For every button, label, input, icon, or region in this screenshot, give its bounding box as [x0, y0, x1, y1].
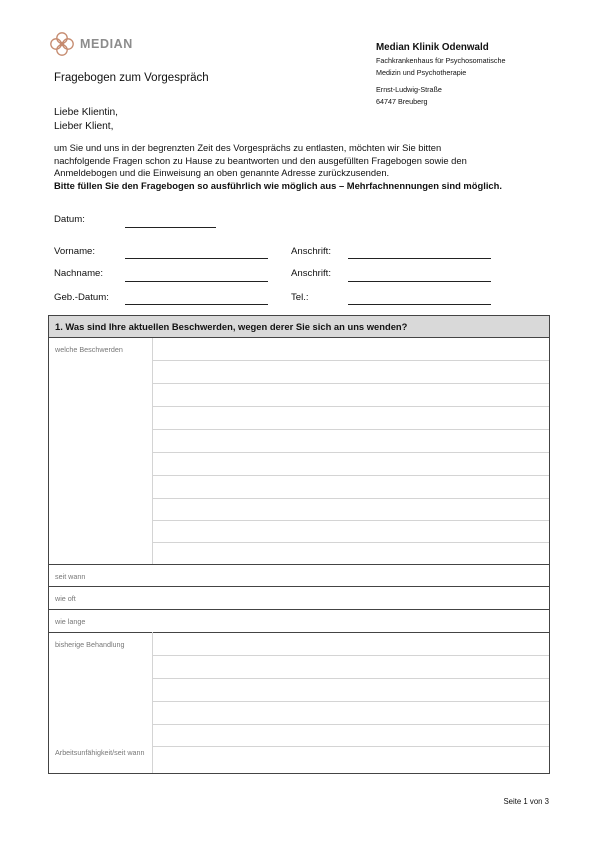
- clinic-postal-address: [376, 84, 566, 108]
- complaints-writing-line[interactable]: [152, 498, 549, 499]
- row-separator: [49, 632, 549, 633]
- question-1-table: [48, 315, 550, 774]
- greeting: [54, 106, 118, 134]
- treatment-writing-line[interactable]: [152, 655, 549, 656]
- address-label-1: Anschrift:: [291, 246, 331, 257]
- greeting-line1: Liebe Klientin,: [54, 107, 119, 118]
- last-name-field[interactable]: [125, 281, 268, 282]
- complaints-label: welche Beschwerden: [55, 345, 123, 354]
- complaints-writing-line[interactable]: [152, 429, 549, 430]
- since-when-label: seit wann: [55, 572, 86, 581]
- complaints-writing-line[interactable]: [152, 360, 549, 361]
- clinic-name: Median Klinik Odenwald: [376, 42, 489, 53]
- birth-date-field[interactable]: [125, 304, 268, 305]
- treatment-writing-line[interactable]: [152, 724, 549, 725]
- treatment-writing-line[interactable]: [152, 746, 549, 747]
- clinic-city: 64747 Breuberg: [376, 97, 428, 106]
- complaints-writing-line[interactable]: [152, 452, 549, 453]
- how-often-label: wie oft: [55, 594, 76, 603]
- complaints-writing-line[interactable]: [152, 383, 549, 384]
- phone-label: Tel.:: [291, 292, 309, 303]
- phone-field[interactable]: [348, 304, 491, 305]
- row-separator: [49, 609, 549, 610]
- intro-instruction: Bitte füllen Sie den Fragebogen so ausführlich wie möglich aus – Mehrfachnennungen sind möglich.: [54, 180, 502, 192]
- treatment-writing-line[interactable]: [152, 701, 549, 702]
- date-field[interactable]: [125, 227, 216, 228]
- row-separator: [49, 564, 549, 565]
- complaints-writing-line[interactable]: [152, 475, 549, 476]
- median-logo: [47, 31, 157, 57]
- question-1-title: 1. Was sind Ihre aktuellen Beschwerden, wegen derer Sie sich an uns wenden?: [55, 321, 408, 332]
- clinic-address-block: [376, 42, 566, 108]
- complaints-writing-line[interactable]: [152, 520, 549, 521]
- prior-treatment-label: bisherige Behandlung: [55, 640, 125, 649]
- median-logo-icon: [47, 31, 77, 57]
- clinic-subtitle-line1: Fachkrankenhaus für Psychosomatische: [376, 56, 506, 65]
- incapacity-label: Arbeitsunfähigkeit/seit wann: [55, 748, 145, 757]
- logo-wordmark: MEDIAN: [80, 37, 133, 51]
- clinic-subtitle-line2: Medizin und Psychotherapie: [376, 68, 467, 77]
- birth-date-label: Geb.-Datum:: [54, 292, 109, 303]
- intro-line1: um Sie und uns in der begrenzten Zeit des Vorgesprächs zu entlasten, möchten wir Sie bitten: [54, 142, 442, 153]
- greeting-line2: Lieber Klient,: [54, 121, 114, 132]
- clinic-street: Ernst-Ludwig-Straße: [376, 85, 442, 94]
- intro-line2: nachfolgende Fragen schon zu Hause zu beantworten und den ausgefüllten Fragebogen sowie den: [54, 154, 467, 166]
- first-name-label: Vorname:: [54, 246, 96, 257]
- intro-line3: Anmeldebogen und die Einweisung an oben genannte Adresse zurückzusenden.: [54, 167, 390, 179]
- last-name-label: Nachname:: [54, 268, 104, 279]
- address-field-1[interactable]: [348, 258, 491, 259]
- address-field-2[interactable]: [348, 281, 491, 282]
- treatment-writing-line[interactable]: [152, 678, 549, 679]
- page-number: Seite 1 von 3: [503, 797, 549, 806]
- question-1-header: [49, 316, 549, 338]
- first-name-field[interactable]: [125, 258, 268, 259]
- form-title: Fragebogen zum Vorgespräch: [54, 72, 209, 84]
- complaints-writing-line[interactable]: [152, 406, 549, 407]
- complaints-divider: [152, 338, 153, 564]
- how-long-label: wie lange: [55, 617, 86, 626]
- intro-paragraph: [54, 142, 554, 193]
- row-separator: [49, 586, 549, 587]
- date-label: Datum:: [54, 214, 85, 225]
- address-label-2: Anschrift:: [291, 268, 331, 279]
- complaints-writing-line[interactable]: [152, 542, 549, 543]
- clinic-subtitle: [376, 55, 566, 79]
